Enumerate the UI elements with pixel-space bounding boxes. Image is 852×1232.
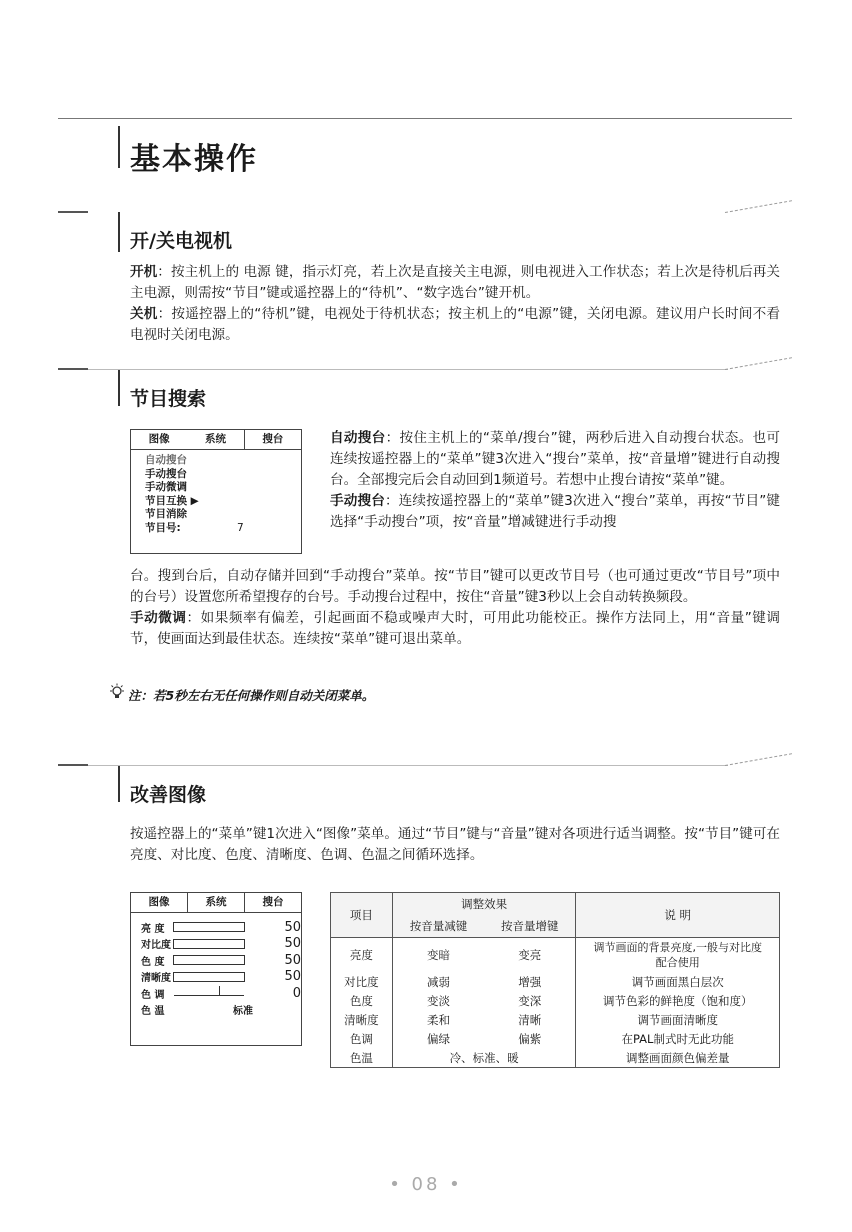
level-bar[interactable] — [173, 955, 245, 965]
row-label: 色 度 — [141, 956, 165, 968]
table-row — [331, 1029, 780, 1048]
page-number: • 08 • — [389, 1174, 463, 1195]
menu-item-auto-search[interactable]: 自动搜台 — [145, 454, 187, 466]
menu-item-swap[interactable]: 节目互换 ▶ — [145, 494, 199, 507]
cell-item: 色温 — [331, 1048, 393, 1068]
row-label: 色 调 — [141, 989, 165, 1001]
cell-inc: 清晰 — [484, 1010, 576, 1029]
power-paragraph — [130, 262, 780, 346]
manual-search-text: ：连续按遥控器上的“菜单”键3次进入“搜台”菜单，再按“节目”键选择“手动搜台”项，按“音量”增减键进行手动搜 — [330, 493, 781, 530]
picture-intro: 按遥控器上的“菜单”键1次进入“图像”菜单。通过“节目”键与“音量”键对各项进行适当调整。按“节目”键可在亮度、对比度、色度、清晰度、色调、色温之间循环选择。 — [130, 826, 781, 863]
cell-merged: 冷、标准、暖 — [392, 1048, 576, 1068]
section-marker — [58, 368, 88, 370]
section-rule — [88, 369, 728, 370]
manual-search-label: 手动搜台 — [330, 493, 385, 509]
picture-menu-rows — [131, 913, 301, 1018]
picture-menu — [130, 892, 302, 1046]
cell-desc: 调节画面黑白层次 — [576, 972, 780, 991]
menu-tab-search[interactable]: 搜台 — [244, 893, 301, 912]
section-bar — [118, 212, 120, 252]
auto-search-text: ：按住主机上的“菜单/搜台”键，两秒后进入自动搜台状态。也可连续按遥控器上的“菜单”键3次进入“搜台”菜单，按“音量增”键进行自动搜台。全部搜完后会自动回到1频道号。若想中止搜台请按“菜单”键。 — [330, 430, 780, 488]
menu-tab-picture[interactable]: 图像 — [131, 893, 188, 912]
row-label: 对比度 — [141, 940, 171, 952]
row-value: 50 — [284, 969, 301, 985]
cell-item: 亮度 — [331, 938, 393, 973]
title-bar — [118, 126, 120, 168]
program-number-value: 7 — [237, 521, 244, 534]
cell-dec: 柔和 — [392, 1010, 484, 1029]
menu-tab-system[interactable]: 系统 — [204, 433, 226, 445]
menu-item-fine-tune[interactable]: 手动微调 — [145, 481, 187, 493]
fine-tune-label: 手动微调 — [130, 610, 187, 626]
manual-search-text-cont: 台。搜到台后，自动存储并回到“手动搜台”菜单。按“节目”键可以更改节目号（也可通过更改“节目号”项中的台号）设置您所希望搜存的台号。手动搜台过程中，按住“音量”键3秒以上会自动转换频段。 — [130, 568, 780, 605]
picture-row-contrast[interactable] — [131, 936, 301, 953]
picture-row-brightness[interactable] — [131, 919, 301, 936]
temperature-value: 标准 — [233, 1006, 253, 1018]
menu-tab-picture[interactable]: 图像 — [148, 433, 170, 445]
cell-inc: 增强 — [484, 972, 576, 991]
row-value: 0 — [292, 985, 301, 1001]
picture-row-tint[interactable] — [131, 985, 301, 1002]
cell-item: 对比度 — [331, 972, 393, 991]
row-label: 亮 度 — [141, 923, 165, 935]
cell-dec: 偏绿 — [392, 1029, 484, 1048]
cell-inc: 变亮 — [484, 938, 576, 973]
table-row — [331, 1048, 780, 1068]
menu-item-program-number[interactable] — [145, 522, 301, 536]
cell-dec: 变暗 — [392, 938, 484, 973]
row-value: 50 — [284, 919, 301, 935]
menu-tab-system[interactable]: 系统 — [205, 896, 227, 908]
program-number-label: 节目号: — [145, 521, 181, 534]
cell-item: 清晰度 — [331, 1010, 393, 1029]
auto-search-paragraph — [330, 428, 780, 533]
cell-dec: 减弱 — [392, 972, 484, 991]
section-marker — [58, 764, 88, 766]
menu-item-manual-search[interactable]: 手动搜台 — [145, 467, 187, 480]
manual-search-paragraph — [130, 566, 780, 650]
adjustment-table — [330, 892, 780, 1068]
note-text: 注：若5秒左右无任何操作则自动关闭菜单。 — [128, 688, 375, 703]
search-menu — [130, 429, 302, 554]
col-header-item: 项目 — [331, 893, 393, 938]
section-title-search: 节目搜索 — [130, 388, 207, 410]
menu-tab-search[interactable]: 搜台 — [244, 430, 301, 449]
cell-desc: 调节色彩的鲜艳度（饱和度） — [576, 991, 780, 1010]
level-bar[interactable] — [173, 972, 245, 982]
cell-inc: 变深 — [484, 991, 576, 1010]
menu-item-delete[interactable]: 节目消除 — [145, 508, 187, 520]
picture-row-color[interactable] — [131, 952, 301, 969]
table-row — [331, 1010, 780, 1029]
col-header-dec: 按音量减键 — [392, 915, 484, 938]
cell-desc: 调节画面的背景亮度,一般与对比度配合使用 — [576, 938, 780, 973]
section-marker — [58, 211, 88, 213]
row-label: 色 温 — [141, 1006, 165, 1018]
fine-tune-text: ：如果频率有偏差，引起画面不稳或噪声大时，可用此功能校正。操作方法同上，用“音量”键调节，使画面达到最佳状态。连续按“菜单”键可退出菜单。 — [130, 610, 780, 647]
lightbulb-icon — [108, 683, 126, 701]
level-bar[interactable] — [173, 939, 245, 949]
row-value: 50 — [284, 952, 301, 968]
col-header-inc: 按音量增键 — [484, 915, 576, 938]
section-title-power: 开/关电视机 — [130, 230, 232, 252]
cell-desc: 在PAL制式时无此功能 — [576, 1029, 780, 1048]
row-label: 清晰度 — [141, 973, 171, 985]
section-title-picture: 改善图像 — [130, 784, 207, 806]
power-off-label: 关机 — [130, 306, 158, 322]
power-on-label: 开机 — [130, 264, 158, 280]
auto-search-label: 自动搜台 — [330, 430, 386, 446]
col-header-effect: 调整效果 — [392, 893, 576, 916]
section-divider — [725, 357, 792, 370]
picture-row-sharpness[interactable] — [131, 969, 301, 986]
row-value: 50 — [284, 936, 301, 952]
power-off-text: ：按遥控器上的“待机”键，电视处于待机状态；按主机上的“电源”键，关闭电源。建议用户长时间不看电视时关闭电源。 — [130, 306, 780, 343]
section-divider — [725, 200, 792, 213]
cell-inc: 偏紫 — [484, 1029, 576, 1048]
table-row — [331, 972, 780, 991]
power-on-text: ：按主机上的 电源 键，指示灯亮，若上次是直接关主电源，则电视进入工作状态；若上次是待机后再关主电源，则需按“节目”键或遥控器上的“待机”、“数字选台”键开机。 — [130, 264, 781, 301]
cell-item: 色调 — [331, 1029, 393, 1048]
picture-row-temperature[interactable] — [131, 1002, 301, 1019]
cell-desc: 调节画面清晰度 — [576, 1010, 780, 1029]
cell-item: 色度 — [331, 991, 393, 1010]
section-bar — [118, 370, 120, 406]
cell-dec: 变淡 — [392, 991, 484, 1010]
section-rule — [88, 765, 728, 766]
col-header-desc: 说 明 — [576, 893, 780, 938]
level-bar[interactable] — [173, 922, 245, 932]
section-divider — [725, 753, 792, 766]
page-title: 基本操作 — [130, 142, 258, 177]
section-bar — [118, 766, 120, 802]
table-row — [331, 991, 780, 1010]
cell-desc: 调整画面颜色偏差量 — [576, 1048, 780, 1068]
tint-center-bar[interactable] — [174, 990, 245, 996]
top-rule — [58, 118, 792, 119]
table-row — [331, 938, 780, 973]
